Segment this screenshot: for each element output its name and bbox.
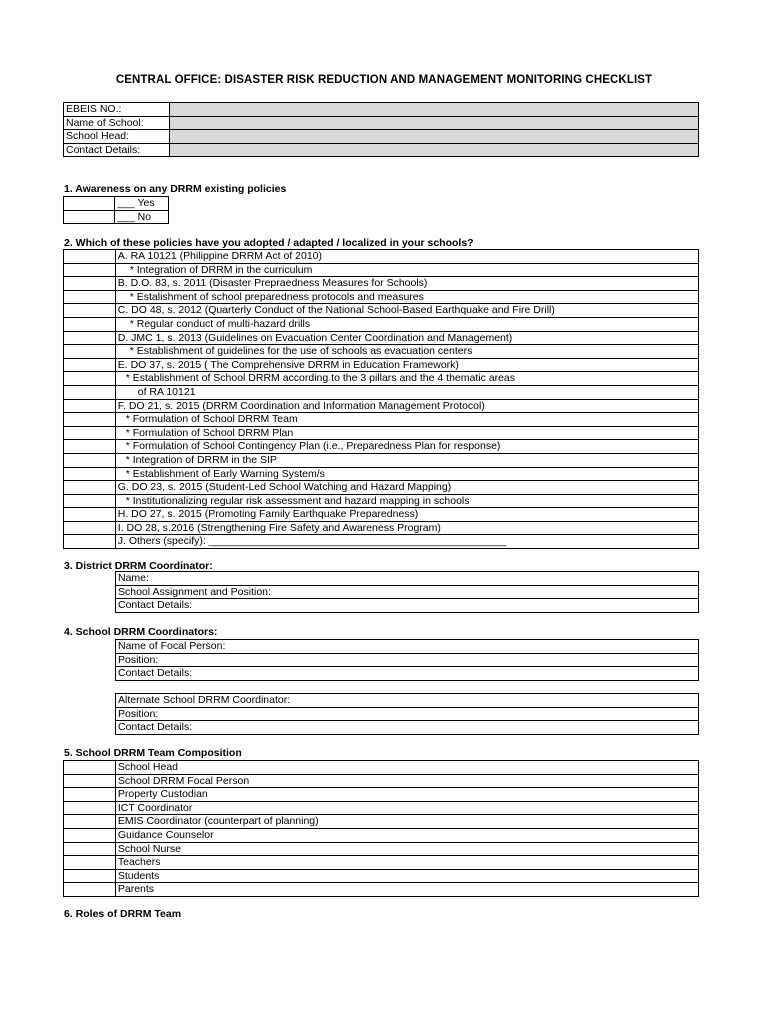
- school-info-row: [64, 130, 699, 144]
- policy-check-cell[interactable]: [64, 290, 116, 304]
- team-check-cell[interactable]: [64, 788, 116, 802]
- team-member-role: EMIS Coordinator (counterpart of planning): [115, 815, 698, 829]
- team-member-row: [64, 801, 699, 815]
- awareness-option: ___ No: [115, 210, 169, 224]
- team-member-role: Property Custodian: [115, 788, 698, 802]
- policy-row: [64, 508, 699, 522]
- policy-row: [64, 263, 699, 277]
- focal-person-row: [116, 653, 699, 667]
- school-info-label: School Head:: [64, 130, 170, 144]
- school-info-row: [64, 116, 699, 130]
- team-member-row: [64, 842, 699, 856]
- school-info-value[interactable]: [169, 116, 698, 130]
- team-check-cell[interactable]: [64, 883, 116, 897]
- awareness-row: [64, 197, 169, 211]
- policy-row: [64, 372, 699, 386]
- awareness-check-cell[interactable]: [64, 210, 115, 224]
- alternate-coordinator-row: [116, 694, 699, 708]
- policy-check-cell[interactable]: [64, 399, 116, 413]
- policy-row: [64, 317, 699, 331]
- policy-text: * Formulation of School DRRM Team: [115, 413, 698, 427]
- school-info-table: [63, 102, 699, 157]
- policy-check-cell[interactable]: [64, 331, 116, 345]
- policy-check-cell[interactable]: [64, 508, 116, 522]
- team-check-cell[interactable]: [64, 801, 116, 815]
- focal-person-row: [116, 640, 699, 654]
- policy-check-cell[interactable]: [64, 372, 116, 386]
- school-info-row: [64, 103, 699, 117]
- policy-text: * Integration of DRRM in the SIP: [115, 453, 698, 467]
- district-coordinator-field: Contact Details:: [116, 599, 699, 613]
- team-member-role: School Nurse: [115, 842, 698, 856]
- team-composition-table: [63, 760, 699, 897]
- policy-text: * Establishment of Early Warning System/s: [115, 467, 698, 481]
- policy-check-cell[interactable]: [64, 535, 116, 549]
- page-title: CENTRAL OFFICE: DISASTER RISK REDUCTION AND MANAGEMENT MONITORING CHECKLIST: [115, 74, 653, 86]
- policy-row: [64, 413, 699, 427]
- section6-heading: 6. Roles of DRRM Team: [64, 908, 182, 920]
- policy-text: * Formulation of School DRRM Plan: [115, 426, 698, 440]
- policy-text: J. Others (specify): ___________________________________________________: [115, 535, 698, 549]
- focal-person-row: [116, 667, 699, 681]
- school-info-label: Name of School:: [64, 116, 170, 130]
- policy-text: * Regular conduct of multi-hazard drills: [115, 317, 698, 331]
- policy-text: H. DO 27, s. 2015 (Promoting Family Earthquake Preparedness): [115, 508, 698, 522]
- section5-heading: 5. School DRRM Team Composition: [64, 747, 242, 759]
- policy-text: A. RA 10121 (Philippine DRRM Act of 2010): [115, 250, 698, 264]
- team-member-role: Students: [115, 869, 698, 883]
- policy-check-cell[interactable]: [64, 481, 116, 495]
- awareness-option: ___ Yes: [115, 197, 169, 211]
- team-member-role: Guidance Counselor: [115, 828, 698, 842]
- policy-text: I. DO 28, s.2016 (Strengthening Fire Safety and Awareness Program): [115, 521, 698, 535]
- policy-row: [64, 277, 699, 291]
- policy-check-cell[interactable]: [64, 304, 116, 318]
- school-info-label: Contact Details:: [64, 143, 170, 157]
- policy-row: [64, 345, 699, 359]
- awareness-check-cell[interactable]: [64, 197, 115, 211]
- policy-row: [64, 250, 699, 264]
- section4-heading: 4. School DRRM Coordinators:: [64, 626, 218, 638]
- policy-row: [64, 358, 699, 372]
- policy-check-cell[interactable]: [64, 317, 116, 331]
- policy-text: E. DO 37, s. 2015 ( The Comprehensive DRRM in Education Framework): [115, 358, 698, 372]
- alternate-coordinator-row: [116, 721, 699, 735]
- district-coordinator-row: [116, 599, 699, 613]
- policy-check-cell[interactable]: [64, 413, 116, 427]
- awareness-table: [63, 196, 169, 224]
- awareness-row: [64, 210, 169, 224]
- policy-row: [64, 399, 699, 413]
- policy-text: * Establishment of guidelines for the use of schools as evacuation centers: [115, 345, 698, 359]
- policy-check-cell[interactable]: [64, 263, 116, 277]
- policy-text: * Formulation of School Contingency Plan (i.e., Preparedness Plan for response): [115, 440, 698, 454]
- team-member-role: School DRRM Focal Person: [115, 774, 698, 788]
- section3-heading: 3. District DRRM Coordinator:: [64, 560, 213, 572]
- team-check-cell[interactable]: [64, 761, 116, 775]
- school-info-label: EBEIS NO.:: [64, 103, 170, 117]
- policy-check-cell[interactable]: [64, 467, 116, 481]
- policy-text: G. DO 23, s. 2015 (Student-Led School Watching and Hazard Mapping): [115, 481, 698, 495]
- team-member-role: Parents: [115, 883, 698, 897]
- team-check-cell[interactable]: [64, 856, 116, 870]
- policy-check-cell[interactable]: [64, 277, 116, 291]
- policies-table: [63, 249, 699, 549]
- school-info-value[interactable]: [169, 143, 698, 157]
- policy-check-cell[interactable]: [64, 358, 116, 372]
- focal-person-field: Contact Details:: [116, 667, 699, 681]
- policy-row: [64, 494, 699, 508]
- school-info-row: [64, 143, 699, 157]
- policy-check-cell[interactable]: [64, 385, 116, 399]
- section2-heading: 2. Which of these policies have you adopted / adapted / localized in your schools?: [64, 237, 474, 249]
- policy-text: * Institutionalizing regular risk assessment and hazard mapping in schools: [115, 494, 698, 508]
- team-check-cell[interactable]: [64, 828, 116, 842]
- policy-row: [64, 304, 699, 318]
- policy-row: [64, 385, 699, 399]
- team-check-cell[interactable]: [64, 815, 116, 829]
- policy-row: [64, 331, 699, 345]
- focal-person-field: Name of Focal Person:: [116, 640, 699, 654]
- alternate-coordinator-field: Alternate School DRRM Coordinator:: [116, 694, 699, 708]
- team-check-cell[interactable]: [64, 842, 116, 856]
- team-check-cell[interactable]: [64, 774, 116, 788]
- policy-text: C. DO 48, s. 2012 (Quarterly Conduct of the National School-Based Earthquake and Fire Drill): [115, 304, 698, 318]
- district-coordinator-row: [116, 585, 699, 599]
- policy-check-cell[interactable]: [64, 494, 116, 508]
- alternate-coordinator-field: Position:: [116, 707, 699, 721]
- policy-text: * Establishment of School DRRM according to the 3 pillars and the 4 thematic areas: [115, 372, 698, 386]
- district-coordinator-table: [115, 571, 699, 613]
- policy-row: [64, 290, 699, 304]
- team-member-row: [64, 883, 699, 897]
- team-member-row: [64, 788, 699, 802]
- school-info-value[interactable]: [169, 130, 698, 144]
- team-member-row: [64, 815, 699, 829]
- alternate-coordinator-row: [116, 707, 699, 721]
- team-member-role: School Head: [115, 761, 698, 775]
- team-member-role: Teachers: [115, 856, 698, 870]
- policy-text: B. D.O. 83, s. 2011 (Disaster Prepraedness Measures for Schools): [115, 277, 698, 291]
- team-check-cell[interactable]: [64, 869, 116, 883]
- focal-person-table: [115, 639, 699, 681]
- policy-row: [64, 453, 699, 467]
- team-member-role: ICT Coordinator: [115, 801, 698, 815]
- focal-person-field: Position:: [116, 653, 699, 667]
- team-member-row: [64, 761, 699, 775]
- school-info-value[interactable]: [169, 103, 698, 117]
- team-member-row: [64, 856, 699, 870]
- policy-row: [64, 440, 699, 454]
- policy-check-cell[interactable]: [64, 453, 116, 467]
- team-member-row: [64, 869, 699, 883]
- policy-check-cell[interactable]: [64, 345, 116, 359]
- alternate-coordinator-field: Contact Details:: [116, 721, 699, 735]
- policy-check-cell[interactable]: [64, 426, 116, 440]
- policy-text: * Estalishment of school preparedness protocols and measures: [115, 290, 698, 304]
- policy-check-cell[interactable]: [64, 440, 116, 454]
- policy-text: D. JMC 1, s. 2013 (Guidelines on Evacuation Center Coordination and Management): [115, 331, 698, 345]
- policy-text: of RA 10121: [115, 385, 698, 399]
- policy-text: F. DO 21, s. 2015 (DRRM Coordination and Information Management Protocol): [115, 399, 698, 413]
- section1-heading: 1. Awareness on any DRRM existing policies: [64, 183, 287, 195]
- district-coordinator-row: [116, 572, 699, 586]
- policy-row: [64, 535, 699, 549]
- policy-check-cell[interactable]: [64, 250, 116, 264]
- policy-row: [64, 481, 699, 495]
- team-member-row: [64, 828, 699, 842]
- policy-row: [64, 426, 699, 440]
- district-coordinator-field: School Assignment and Position:: [116, 585, 699, 599]
- alternate-coordinator-table: [115, 693, 699, 735]
- policy-text: * Integration of DRRM in the curriculum: [115, 263, 698, 277]
- policy-row: [64, 521, 699, 535]
- team-member-row: [64, 774, 699, 788]
- district-coordinator-field: Name:: [116, 572, 699, 586]
- policy-row: [64, 467, 699, 481]
- policy-check-cell[interactable]: [64, 521, 116, 535]
